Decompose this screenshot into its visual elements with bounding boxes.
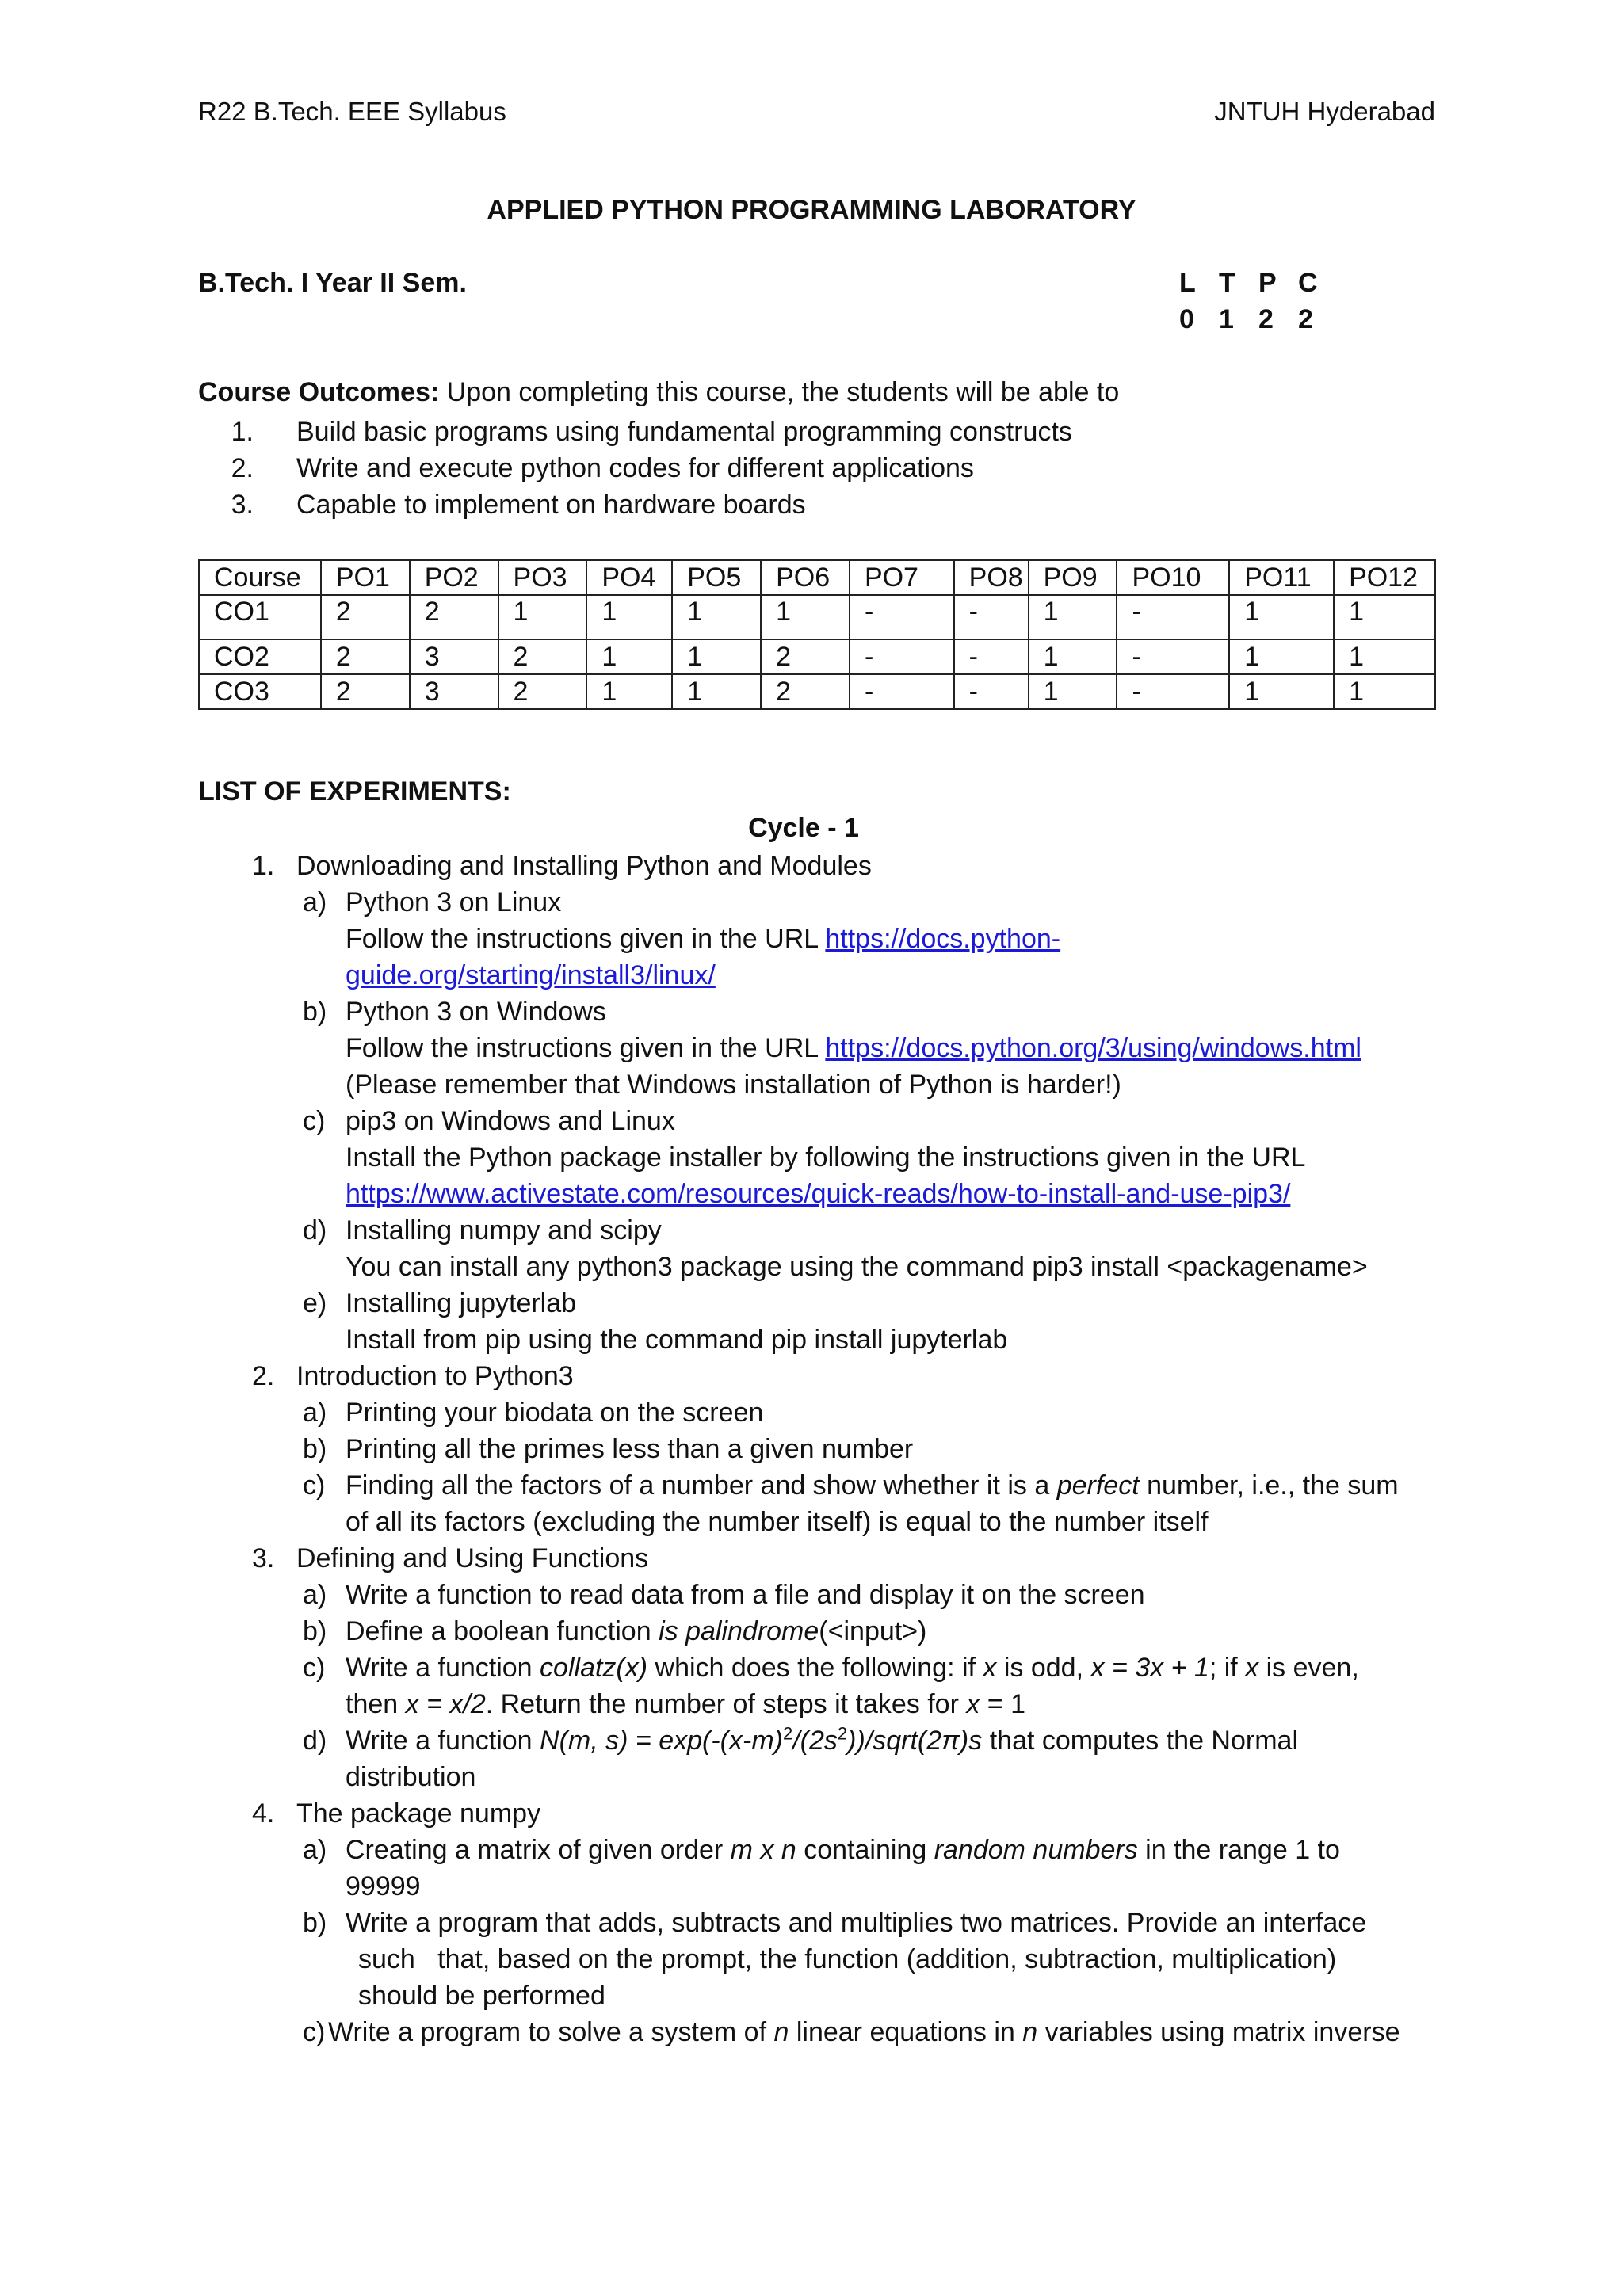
formula-part: ))/sqrt(2π)s: [847, 1726, 983, 1756]
table-cell: 1: [1029, 595, 1117, 639]
formula-part: /(2s: [792, 1726, 838, 1756]
co-po-mapping-table: [198, 559, 1436, 710]
sub-item-label: c): [303, 1653, 326, 1683]
table-header-cell: PO11: [1229, 560, 1334, 595]
sub-item-title: Python 3 on Linux: [346, 887, 562, 917]
windows-install-link[interactable]: https://docs.python.org/3/using/windows.html: [825, 1033, 1361, 1063]
credit-label-p: P: [1258, 268, 1277, 298]
credit-value-c: 2: [1298, 304, 1313, 334]
sub-item-text: [346, 1613, 926, 1650]
sub-item-label: a): [303, 1835, 327, 1865]
experiment-title: Defining and Using Functions: [296, 1543, 649, 1573]
course-outcomes-label: Course Outcomes:: [198, 377, 440, 407]
credit-label-l: L: [1179, 268, 1196, 298]
sub-item-label: b): [303, 1434, 327, 1464]
course-outcomes-heading: [198, 377, 1119, 408]
text-part: = 1: [980, 1689, 1026, 1719]
sub-item-instruction: Follow the instructions given in the URL: [346, 1033, 826, 1063]
sub-item-text: You can install any python3 package using the command pip3 install <packagename>: [346, 1252, 1368, 1282]
emphasis: x = 3x + 1: [1090, 1653, 1209, 1683]
text-part: Finding all the factors of a number and show whether it is a: [346, 1470, 1057, 1501]
table-cell: 1: [1334, 639, 1435, 674]
table-cell: CO2: [199, 639, 321, 674]
sub-item-text: [346, 1832, 1340, 1868]
text-part: which does the following: if: [647, 1653, 983, 1683]
sub-item-label: d): [303, 1215, 327, 1245]
table-header-cell: PO4: [586, 560, 672, 595]
sub-item-text: Install the Python package installer by following the instructions given in the URL: [346, 1142, 1306, 1173]
credits-values: [1179, 304, 1338, 335]
emphasis: collatz(x): [540, 1653, 648, 1683]
text-part: variables using matrix inverse: [1037, 2017, 1400, 2047]
text-part: Define a boolean function: [346, 1616, 659, 1646]
sub-item-text: [346, 1650, 1359, 1686]
table-cell: 1: [1229, 674, 1334, 709]
sub-item-text: such that, based on the prompt, the function (addition, subtraction, multiplication): [358, 1944, 1337, 1974]
sub-item-label: c): [303, 2017, 326, 2047]
linux-install-link[interactable]: https://docs.python-: [825, 924, 1061, 954]
table-cell: -: [850, 595, 954, 639]
text-part: (<input>): [819, 1616, 927, 1646]
experiment-number: 3.: [252, 1543, 275, 1573]
sub-item-label: e): [303, 1288, 327, 1318]
experiments-heading: LIST OF EXPERIMENTS:: [198, 776, 511, 807]
semester: B.Tech. I Year II Sem.: [198, 268, 467, 298]
table-cell: 1: [1229, 595, 1334, 639]
sub-item-text: 99999: [346, 1871, 421, 1901]
sub-item-text: [328, 2014, 1400, 2050]
experiment-number: 4.: [252, 1798, 275, 1829]
sub-item-label: b): [303, 1908, 327, 1938]
outcome-item: 3. Capable to implement on hardware boards: [198, 486, 1387, 523]
text-part: in the range 1 to: [1137, 1835, 1340, 1865]
table-cell: 2: [321, 639, 410, 674]
superscript: 2: [837, 1723, 848, 1744]
text-part: Write a function: [346, 1726, 540, 1756]
sub-item-text: Printing all the primes less than a given number: [346, 1434, 914, 1464]
experiment-title: Introduction to Python3: [296, 1361, 574, 1391]
sub-item-text: [346, 1686, 1025, 1722]
sub-item-label: b): [303, 1616, 327, 1646]
credit-value-p: 2: [1258, 304, 1274, 334]
text-part: that computes the Normal: [982, 1726, 1299, 1756]
table-header-cell: PO3: [498, 560, 587, 595]
outcome-text: Write and execute python codes for different applications: [296, 453, 974, 483]
table-cell: -: [954, 674, 1029, 709]
table-cell: 1: [761, 595, 850, 639]
emphasis: x = x/2: [405, 1689, 486, 1719]
text-part: Write a program to solve a system of: [328, 2017, 774, 2047]
sub-item-text: Write a function to read data from a file and display it on the screen: [346, 1580, 1145, 1610]
table-cell: 1: [672, 639, 761, 674]
emphasis: n: [1022, 2017, 1038, 2047]
experiment-number: 2.: [252, 1361, 275, 1391]
table-header-cell: PO9: [1029, 560, 1117, 595]
text-part: . Return the number of steps it takes for: [485, 1689, 967, 1719]
table-header-cell: PO10: [1117, 560, 1229, 595]
table-header-cell: PO6: [761, 560, 850, 595]
credit-value-l: 0: [1179, 304, 1194, 334]
experiment-number: 1.: [252, 851, 275, 881]
table-cell: 2: [761, 639, 850, 674]
sub-item-text: of all its factors (excluding the number itself) is equal to the number itself: [346, 1507, 1209, 1537]
table-header-cell: PO8: [954, 560, 1029, 595]
sub-item-text: Printing your biodata on the screen: [346, 1398, 764, 1428]
text-part: linear equations in: [789, 2017, 1023, 2047]
table-cell: -: [850, 674, 954, 709]
sub-item-label: d): [303, 1726, 327, 1756]
sub-item-label: a): [303, 1580, 327, 1610]
outcome-text: Build basic programs using fundamental programming constructs: [296, 417, 1072, 447]
text-part: then: [346, 1689, 406, 1719]
emphasis: m x n: [730, 1835, 796, 1865]
superscript: 2: [782, 1723, 793, 1744]
table-cell: CO1: [199, 595, 321, 639]
header-right: JNTUH Hyderabad: [1214, 97, 1435, 126]
sub-item-label: b): [303, 997, 327, 1027]
table-header-cell: Course: [199, 560, 321, 595]
sub-item-text: [346, 1722, 1298, 1759]
cycle-heading: Cycle - 1: [748, 813, 859, 843]
linux-install-link-continued[interactable]: guide.org/starting/install3/linux/: [346, 960, 716, 990]
pip3-install-link[interactable]: https://www.activestate.com/resources/quick-reads/how-to-install-and-use-pip3/: [346, 1179, 1291, 1209]
table-cell: CO3: [199, 674, 321, 709]
sub-item-text: Write a program that adds, subtracts and multiplies two matrices. Provide an interface: [346, 1908, 1367, 1938]
table-row: [199, 595, 1435, 639]
table-header-cell: PO5: [672, 560, 761, 595]
text-part: number, i.e., the sum: [1139, 1470, 1399, 1501]
text-part: Creating a matrix of given order: [346, 1835, 731, 1865]
sub-item-note: (Please remember that Windows installation of Python is harder!): [346, 1070, 1121, 1100]
table-header-row: [199, 560, 1435, 595]
table-cell: 2: [410, 595, 498, 639]
table-cell: -: [954, 639, 1029, 674]
sub-item-text: [346, 1467, 1399, 1504]
table-cell: 1: [1229, 639, 1334, 674]
text-part: is even,: [1258, 1653, 1359, 1683]
table-header-cell: PO12: [1334, 560, 1435, 595]
table-header-cell: PO1: [321, 560, 410, 595]
table-cell: 2: [321, 674, 410, 709]
credits-labels: [1179, 268, 1338, 299]
table-cell: 1: [1029, 639, 1117, 674]
table-header-cell: PO7: [850, 560, 954, 595]
table-cell: -: [850, 639, 954, 674]
emphasis: x: [966, 1689, 980, 1719]
sub-item-text: should be performed: [358, 1981, 605, 2011]
table-row: [199, 674, 1435, 709]
sub-item-label: c): [303, 1470, 326, 1501]
emphasis: n: [773, 2017, 789, 2047]
emphasis: random numbers: [934, 1835, 1138, 1865]
table-cell: 1: [1334, 674, 1435, 709]
header-left: R22 B.Tech. EEE Syllabus: [198, 97, 506, 126]
table-cell: -: [1117, 595, 1229, 639]
table-row: [199, 639, 1435, 674]
table-cell: 2: [321, 595, 410, 639]
text-part: Write a function: [346, 1653, 540, 1683]
outcome-item: 2. Write and execute python codes for different applications: [198, 450, 1387, 486]
emphasis: perfect: [1056, 1470, 1140, 1501]
table-cell: 1: [586, 639, 672, 674]
table-cell: 1: [586, 595, 672, 639]
sub-item-label: a): [303, 887, 327, 917]
table-cell: 1: [672, 674, 761, 709]
emphasis: is palindrome: [659, 1616, 819, 1646]
sub-item-text: distribution: [346, 1762, 476, 1792]
sub-item-title: pip3 on Windows and Linux: [346, 1106, 675, 1136]
text-part: containing: [796, 1835, 934, 1865]
formula-part: N(m, s) = exp(-(x-m): [540, 1726, 783, 1756]
credit-value-t: 1: [1219, 304, 1234, 334]
table-cell: 1: [1334, 595, 1435, 639]
table-header-cell: PO2: [410, 560, 498, 595]
sub-item-label: a): [303, 1398, 327, 1428]
sub-item-text: [346, 921, 1060, 957]
sub-item-title: Python 3 on Windows: [346, 997, 606, 1027]
emphasis: x: [983, 1653, 997, 1683]
sub-item-title: Installing jupyterlab: [346, 1288, 577, 1318]
table-cell: 1: [498, 595, 587, 639]
sub-item-text: [346, 1176, 1290, 1212]
sub-item-text: Install from pip using the command pip install jupyterlab: [346, 1325, 1008, 1355]
credit-label-t: T: [1219, 268, 1235, 298]
table-cell: 2: [761, 674, 850, 709]
sub-item-text: [346, 1030, 1361, 1066]
sub-item-text: [346, 957, 716, 994]
sub-item-title: Installing numpy and scipy: [346, 1215, 662, 1245]
table-cell: 3: [410, 639, 498, 674]
table-cell: 2: [498, 674, 587, 709]
text-part: is odd,: [996, 1653, 1091, 1683]
table-cell: 3: [410, 674, 498, 709]
course-outcomes-intro: Upon completing this course, the students will be able to: [439, 377, 1120, 407]
table-cell: 1: [672, 595, 761, 639]
experiment-title: Downloading and Installing Python and Modules: [296, 851, 872, 881]
page-title: APPLIED PYTHON PROGRAMMING LABORATORY: [487, 195, 1136, 225]
experiment-title: The package numpy: [296, 1798, 541, 1829]
emphasis: x: [1245, 1653, 1259, 1683]
table-cell: -: [1117, 674, 1229, 709]
table-cell: 1: [1029, 674, 1117, 709]
table-cell: 1: [586, 674, 672, 709]
outcome-item: 1. Build basic programs using fundamental programming constructs: [198, 414, 1387, 450]
table-cell: -: [954, 595, 1029, 639]
sub-item-instruction: Follow the instructions given in the URL: [346, 924, 826, 954]
credit-label-c: C: [1298, 268, 1318, 298]
table-cell: -: [1117, 639, 1229, 674]
outcome-text: Capable to implement on hardware boards: [296, 490, 806, 520]
sub-item-label: c): [303, 1106, 326, 1136]
text-part: ; if: [1209, 1653, 1246, 1683]
table-cell: 2: [498, 639, 587, 674]
